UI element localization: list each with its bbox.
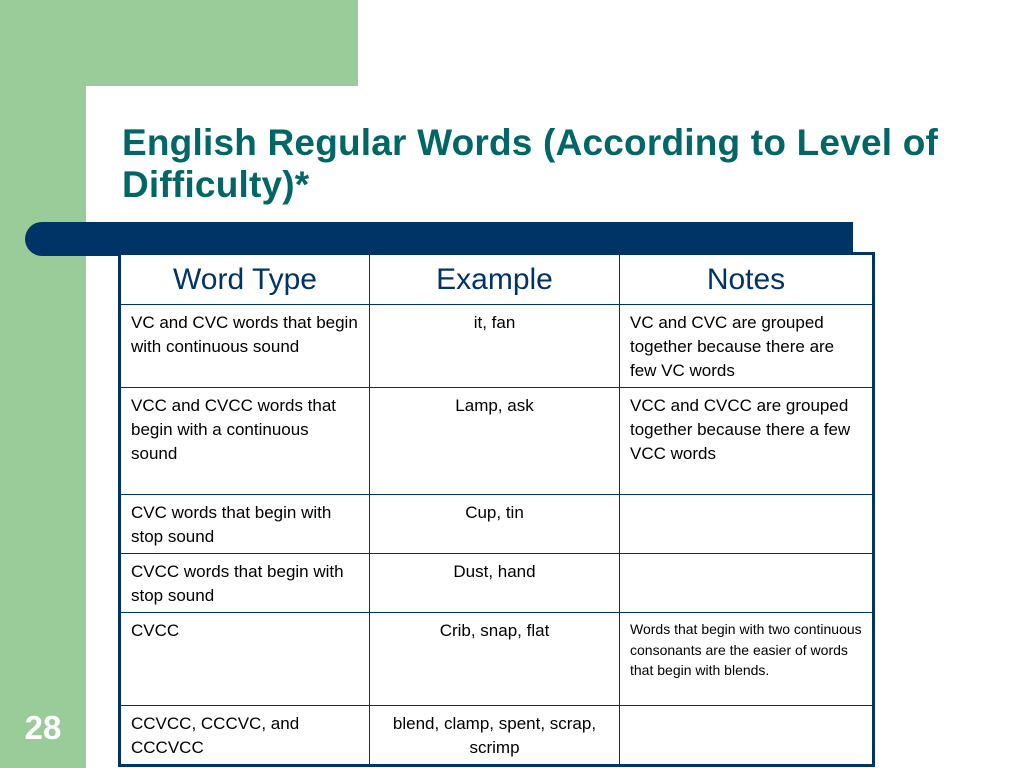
cell-example: Cup, tin (370, 495, 620, 554)
table-header-row (120, 254, 874, 305)
cell-notes (620, 495, 874, 554)
cell-example: Dust, hand (370, 554, 620, 613)
page-number: 28 (24, 709, 62, 746)
header-notes: Notes (620, 254, 874, 305)
cell-example: it, fan (370, 305, 620, 388)
title-divider-bar (25, 222, 853, 256)
cell-notes (620, 706, 874, 766)
table-row (120, 613, 874, 706)
cell-example: blend, clamp, spent, scrap, scrimp (370, 706, 620, 766)
cell-word-type: CVC words that begin with stop sound (120, 495, 370, 554)
table-row (120, 554, 874, 613)
green-frame-top (0, 0, 358, 86)
table-row (120, 388, 874, 495)
cell-word-type: CCVCC, CCCVC, and CCCVCC (120, 706, 370, 766)
cell-word-type: VC and CVC words that begin with continuous sound (120, 305, 370, 388)
cell-notes (620, 554, 874, 613)
table-row (120, 305, 874, 388)
cell-notes: VCC and CVCC are grouped together because there a few VCC words (620, 388, 874, 495)
green-frame-left (0, 0, 86, 768)
table-row (120, 495, 874, 554)
cell-word-type: CVCC words that begin with stop sound (120, 554, 370, 613)
table-row (120, 706, 874, 766)
header-example: Example (370, 254, 620, 305)
header-word-type: Word Type (120, 254, 370, 305)
cell-word-type: VCC and CVCC words that begin with a continuous sound (120, 388, 370, 495)
word-types-table (118, 252, 875, 767)
word-types-table-container (118, 252, 875, 767)
cell-example: Crib, snap, flat (370, 613, 620, 706)
cell-word-type: CVCC (120, 613, 370, 706)
slide-title: English Regular Words (According to Level of Difficulty)* (122, 122, 939, 205)
cell-notes: Words that begin with two continuous consonants are the easier of words that begin with blends. (620, 613, 874, 706)
cell-notes: VC and CVC are grouped together because there are few VC words (620, 305, 874, 388)
cell-example: Lamp, ask (370, 388, 620, 495)
